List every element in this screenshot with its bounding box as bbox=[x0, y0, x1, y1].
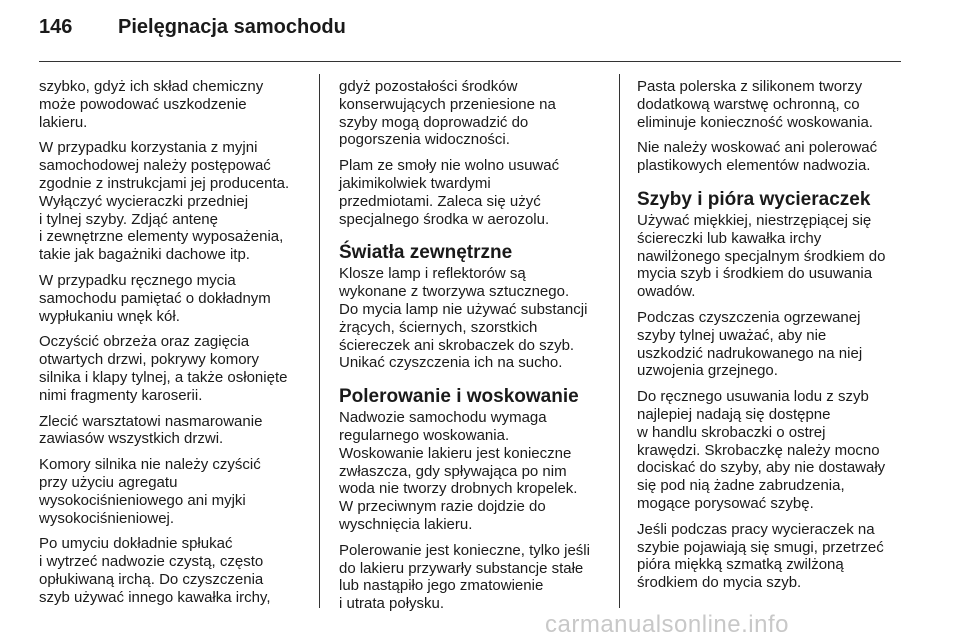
paragraph: Klosze lamp i reflektorów są wykonane z tworzywa sztucznego. Do mycia lamp nie używać substancji żrących, ściernych, szorstkich ściereczek ani skrobaczek do szyb. Unikać czyszczenia ich na sucho. bbox=[339, 265, 588, 372]
column-divider bbox=[319, 74, 320, 608]
watermark: carmanualsonline.info bbox=[545, 611, 789, 638]
paragraph: Pasta polerska z silikonem tworzy dodatkową warstwę ochronną, co eliminuje konieczność woskowania. bbox=[637, 78, 873, 131]
paragraph: Podczas czyszczenia ogrzewanej szyby tylnej uważać, aby nie uszkodzić nadrukowanego na niej uzwojenia grzejnego. bbox=[637, 308, 863, 380]
column-divider bbox=[619, 74, 620, 608]
column-3 bbox=[637, 78, 909, 600]
paragraph: Komory silnika nie należy czyścić przy użyciu agregatu wysokociśnieniowego ani myjki wysokociśnieniowej. bbox=[39, 456, 261, 527]
section-heading: Światła zewnętrzne bbox=[339, 242, 513, 264]
paragraph: gdyż pozostałości środków konserwujących przeniesione na szyby mogą doprowadzić do pogorszenia widoczności. bbox=[339, 78, 556, 149]
paragraph: szybko, gdyż ich skład chemiczny może powodować uszkodzenie lakieru. bbox=[39, 78, 264, 131]
section-heading: Polerowanie i woskowanie bbox=[339, 386, 579, 408]
paragraph: W przypadku korzystania z myjni samochodowej należy postępować zgodnie z instrukcjami jej producenta. Wyłączyć wycieraczki przedniej i tylnej szyby. Zdjąć antenę i zewnętrzne elementy wyposażenia, takie jak bagażniki dachowe itp. bbox=[39, 139, 290, 264]
paragraph: Zlecić warsztatowi nasmarowanie zawiasów wszystkich drzwi. bbox=[39, 412, 263, 448]
paragraph: Oczyścić obrzeża oraz zagięcia otwartych drzwi, pokrywy komory silnika i klapy tylnej, a także osłonięte nimi fragmenty karoserii. bbox=[39, 333, 288, 404]
paragraph: Nie należy woskować ani polerować plastikowych elementów nadwozia. bbox=[637, 139, 878, 175]
paragraph: W przypadku ręcznego mycia samochodu pamiętać o dokładnym wypłukaniu wnęk kół. bbox=[39, 271, 271, 325]
paragraph: Używać miękkiej, niestrzępiącej się ściereczki lub kawałka irchy nawilżonego specjalnym środkiem do mycia szyb i środkiem do usuwania owadów. bbox=[637, 211, 886, 301]
paragraph: Polerowanie jest konieczne, tylko jeśli do lakieru przywarły substancje stałe lub nastąpiło jego zmatowienie i utrata połysku. bbox=[339, 541, 590, 613]
paragraph: Do ręcznego usuwania lodu z szyb najlepiej nadają się dostępne w handlu skrobaczki o ostrej krawędzi. Skrobaczkę należy mocno dociskać do szyby, aby nie dostawały się pod nią żadne zabrudzenia, mogące porysować szybę. bbox=[637, 388, 886, 512]
paragraph: Po umyciu dokładnie spłukać i wytrzeć nadwozie czystą, często opłukiwaną irchą. Do czyszczenia szyb używać innego kawałka irchy, bbox=[39, 535, 271, 606]
column-1 bbox=[39, 78, 311, 615]
section-heading: Szyby i pióra wycieraczek bbox=[637, 188, 871, 210]
paragraph: Jeśli podczas pracy wycieraczek na szybie pojawiają się smugi, przetrzeć pióra miękką szmatką zwilżoną środkiem do mycia szyb. bbox=[637, 520, 884, 592]
page-number: 146 bbox=[39, 16, 73, 38]
column-2 bbox=[339, 78, 611, 621]
header-rule bbox=[39, 61, 901, 62]
paragraph: Plam ze smoły nie wolno usuwać jakimikolwiek twardymi przedmiotami. Zaleca się użyć specjalnego środka w aerozolu. bbox=[339, 157, 560, 228]
page-title: Pielęgnacja samochodu bbox=[118, 16, 346, 38]
paragraph: Nadwozie samochodu wymaga regularnego woskowania. Woskowanie lakieru jest konieczne zwłaszcza, gdy spływająca po nim woda nie tworzy drobnych kropelek. W przeciwnym razie dojdzie do wyschnięcia lakieru. bbox=[339, 409, 578, 533]
